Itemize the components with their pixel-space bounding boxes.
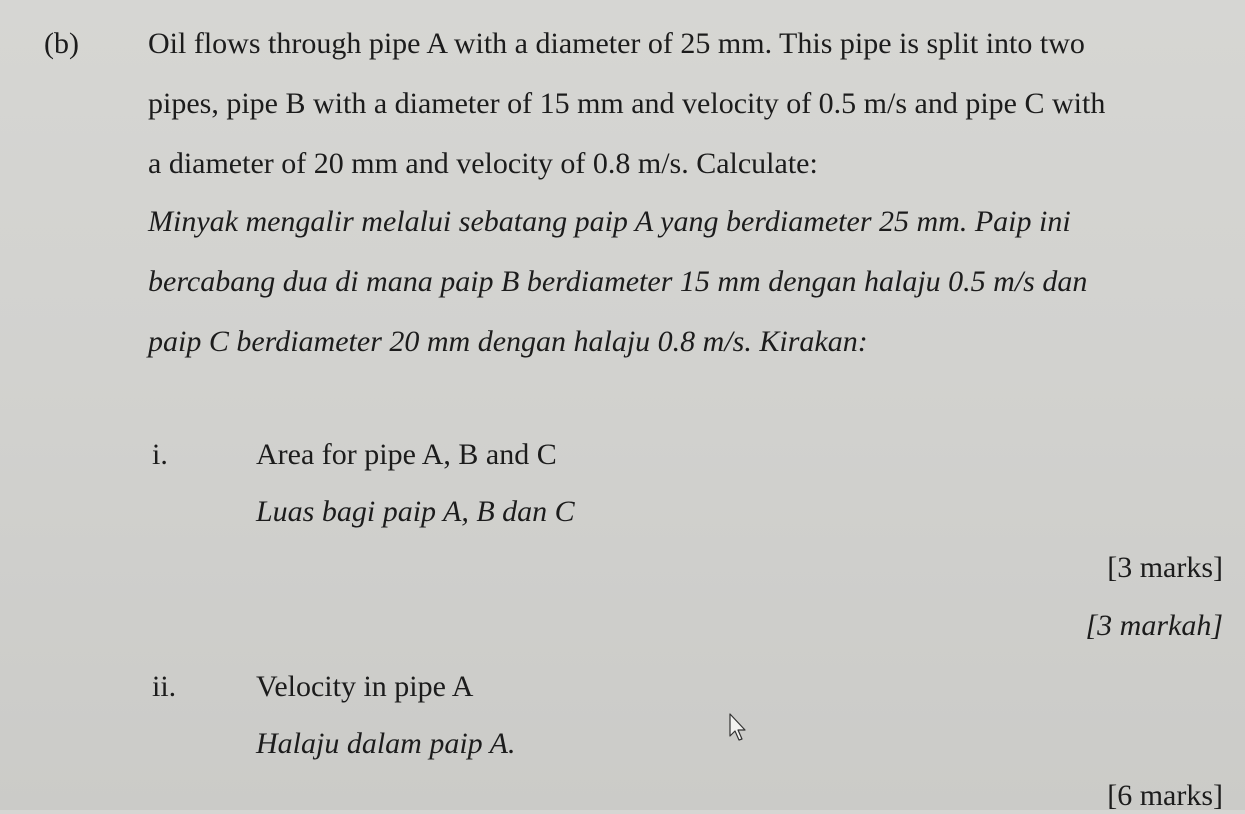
mouse-pointer-icon (728, 712, 750, 742)
item-i-malay: Luas bagi paip A, B dan C (256, 495, 575, 528)
english-line-1: Oil flows through pipe A with a diameter of 25 mm. This pipe is split into two (148, 27, 1085, 60)
item-ii-english: Velocity in pipe A (256, 670, 474, 703)
malay-line-3: paip C berdiameter 20 mm dengan halaju 0.8 m/s. Kirakan: (148, 325, 868, 358)
english-line-3: a diameter of 20 mm and velocity of 0.8 m/s. Calculate: (148, 147, 818, 180)
english-line-2: pipes, pipe B with a diameter of 15 mm and velocity of 0.5 m/s and pipe C with (148, 87, 1106, 120)
item-i-numeral: i. (152, 438, 168, 471)
item-i-marks-malay: [3 markah] (1085, 609, 1223, 642)
item-i-marks-english: [3 marks] (1107, 551, 1223, 584)
item-i-english: Area for pipe A, B and C (256, 438, 557, 471)
item-ii-malay: Halaju dalam paip A. (256, 727, 516, 760)
item-ii-marks-english: [6 marks] (1107, 779, 1223, 812)
question-label: (b) (44, 27, 79, 60)
item-ii-numeral: ii. (152, 670, 177, 703)
malay-line-2: bercabang dua di mana paip B berdiameter 15 mm dengan halaju 0.5 m/s dan (148, 265, 1088, 298)
malay-line-1: Minyak mengalir melalui sebatang paip A yang berdiameter 25 mm. Paip ini (148, 205, 1071, 238)
